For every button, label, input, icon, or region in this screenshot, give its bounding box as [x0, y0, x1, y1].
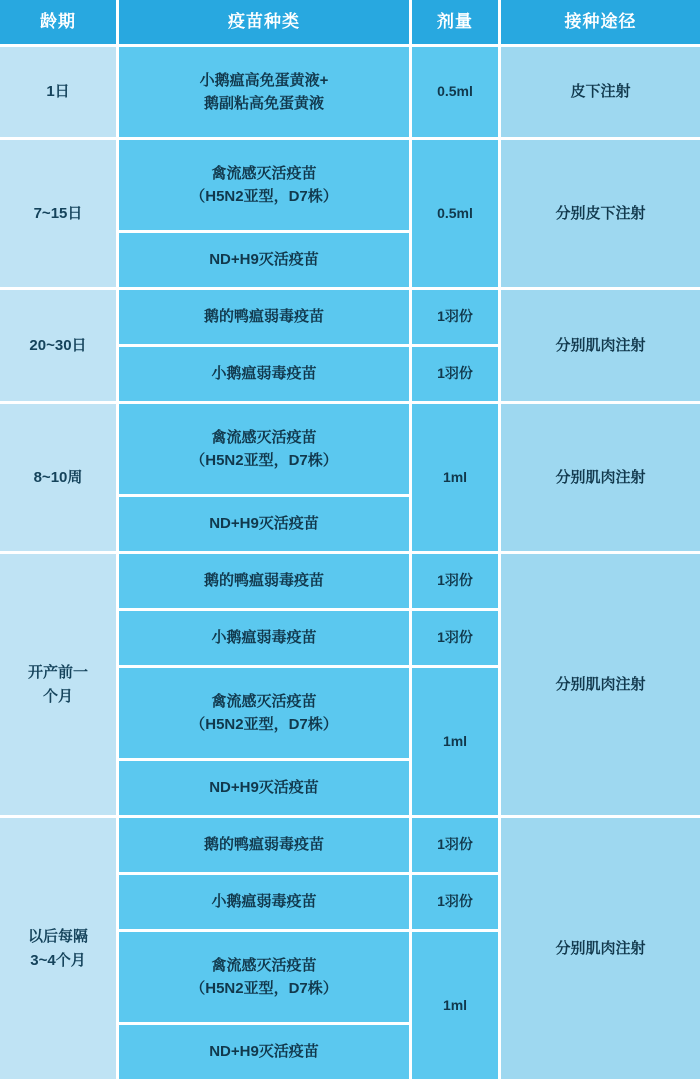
- vaccine-stack: [119, 875, 409, 929]
- age-line: 开产前一: [27, 664, 88, 682]
- cell-vaccine: [119, 761, 409, 815]
- cell-age: [0, 404, 116, 551]
- cell-dose: 1ml: [412, 668, 498, 815]
- vaccine-stack: [119, 818, 409, 872]
- cell-age: [0, 140, 116, 287]
- cell-vaccine: [119, 233, 409, 287]
- column-header-age: 龄期: [0, 0, 116, 44]
- cell-dose: 1羽份: [412, 611, 498, 665]
- vaccine-dose-group: [119, 140, 498, 287]
- table-row: [0, 404, 700, 551]
- vaccine-line: 鹅的鸭瘟弱毒疫苗: [203, 308, 324, 326]
- cell-vaccine: [119, 818, 409, 872]
- cell-route: 分别皮下注射: [501, 140, 700, 287]
- table-row: [0, 140, 700, 287]
- age-line: 1日: [46, 83, 70, 101]
- cell-age: [0, 818, 116, 1079]
- cell-route: 分别肌肉注射: [501, 818, 700, 1079]
- age-line: 20~30日: [29, 336, 87, 354]
- vaccine-line: ND+H9灭活疫苗: [209, 1043, 319, 1061]
- table-row: [0, 818, 700, 1079]
- age-line: 个月: [42, 687, 73, 705]
- vaccine-line: 禽流感灭活疫苗: [211, 164, 317, 182]
- vaccine-line: ND+H9灭活疫苗: [209, 251, 319, 269]
- vaccine-line: （H5N2亚型，D7株）: [190, 188, 338, 205]
- vaccine-dose-group: [119, 554, 498, 815]
- vaccine-line: ND+H9灭活疫苗: [209, 515, 319, 533]
- age-line: 7~15日: [33, 204, 83, 222]
- vaccine-dose-block: [119, 875, 498, 929]
- table-row: [0, 554, 700, 815]
- vaccine-line: 禽流感灭活疫苗: [211, 956, 317, 974]
- column-header-vaccine: 疫苗种类: [119, 0, 409, 44]
- cell-dose: 1ml: [412, 404, 498, 551]
- vaccine-dose-block: [119, 404, 498, 551]
- cell-vaccine: [119, 290, 409, 344]
- cell-age: [0, 290, 116, 401]
- vaccine-stack: [119, 347, 409, 401]
- cell-vaccine: [119, 668, 409, 758]
- vaccine-stack: [119, 404, 409, 551]
- cell-vaccine: [119, 347, 409, 401]
- vaccine-line: （H5N2亚型，D7株）: [190, 452, 338, 469]
- vaccine-line: 禽流感灭活疫苗: [211, 428, 317, 446]
- table-header-row: [0, 0, 700, 44]
- cell-dose: 1羽份: [412, 347, 498, 401]
- vaccine-stack: [119, 932, 409, 1079]
- vaccine-stack: [119, 140, 409, 287]
- cell-dose: 1羽份: [412, 875, 498, 929]
- vaccine-line: ND+H9灭活疫苗: [209, 779, 319, 797]
- vaccine-dose-block: [119, 554, 498, 608]
- vaccine-dose-block: [119, 347, 498, 401]
- cell-route: 分别肌肉注射: [501, 404, 700, 551]
- cell-vaccine: [119, 47, 409, 137]
- vaccine-line: （H5N2亚型，D7株）: [190, 980, 338, 997]
- cell-route: 皮下注射: [501, 47, 700, 137]
- cell-dose: 0.5ml: [412, 140, 498, 287]
- age-line: 8~10周: [33, 468, 83, 486]
- vaccine-line: 鹅副粘高免蛋黄液: [203, 95, 324, 112]
- cell-vaccine: [119, 932, 409, 1022]
- vaccine-stack: [119, 554, 409, 608]
- column-header-route: 接种途径: [501, 0, 700, 44]
- vaccine-stack: [119, 290, 409, 344]
- cell-vaccine: [119, 554, 409, 608]
- vaccine-dose-group: [119, 818, 498, 1079]
- vaccine-stack: [119, 611, 409, 665]
- vaccine-dose-block: [119, 290, 498, 344]
- table-body: [0, 47, 700, 1082]
- cell-vaccine: [119, 1025, 409, 1079]
- vaccine-line: 鹅的鸭瘟弱毒疫苗: [203, 836, 324, 854]
- cell-vaccine: [119, 404, 409, 494]
- vaccine-stack: [119, 668, 409, 815]
- vaccine-line: 鹅的鸭瘟弱毒疫苗: [203, 572, 324, 590]
- vaccine-dose-group: [119, 290, 498, 401]
- cell-dose: 1羽份: [412, 290, 498, 344]
- cell-age: [0, 47, 116, 137]
- table-row: [0, 290, 700, 401]
- vaccine-dose-block: [119, 611, 498, 665]
- vaccine-dose-group: [119, 404, 498, 551]
- vaccine-dose-block: [119, 47, 498, 137]
- vaccine-dose-block: [119, 818, 498, 872]
- column-header-dose: 剂量: [412, 0, 498, 44]
- vaccine-line: 禽流感灭活疫苗: [211, 692, 317, 710]
- cell-dose: 1ml: [412, 932, 498, 1079]
- cell-route: 分别肌肉注射: [501, 290, 700, 401]
- vaccine-stack: [119, 47, 409, 137]
- cell-route: 分别肌肉注射: [501, 554, 700, 815]
- vaccine-line: 小鹅瘟弱毒疫苗: [211, 893, 317, 911]
- table-row: [0, 47, 700, 137]
- cell-vaccine: [119, 611, 409, 665]
- cell-vaccine: [119, 875, 409, 929]
- cell-dose: 0.5ml: [412, 47, 498, 137]
- vaccine-line: （H5N2亚型，D7株）: [190, 716, 338, 733]
- cell-vaccine: [119, 140, 409, 230]
- age-line: 以后每隔: [27, 928, 88, 946]
- vaccine-dose-group: [119, 47, 498, 137]
- vaccine-dose-block: [119, 932, 498, 1079]
- vaccine-line: 小鹅瘟弱毒疫苗: [211, 629, 317, 647]
- vaccine-line: 小鹅瘟高免蛋黄液+: [199, 71, 329, 89]
- vaccine-line: 小鹅瘟弱毒疫苗: [211, 365, 317, 383]
- vaccine-dose-block: [119, 140, 498, 287]
- age-line: 3~4个月: [30, 951, 86, 969]
- cell-dose: 1羽份: [412, 818, 498, 872]
- vaccine-dose-block: [119, 668, 498, 815]
- cell-age: [0, 554, 116, 815]
- cell-vaccine: [119, 497, 409, 551]
- cell-dose: 1羽份: [412, 554, 498, 608]
